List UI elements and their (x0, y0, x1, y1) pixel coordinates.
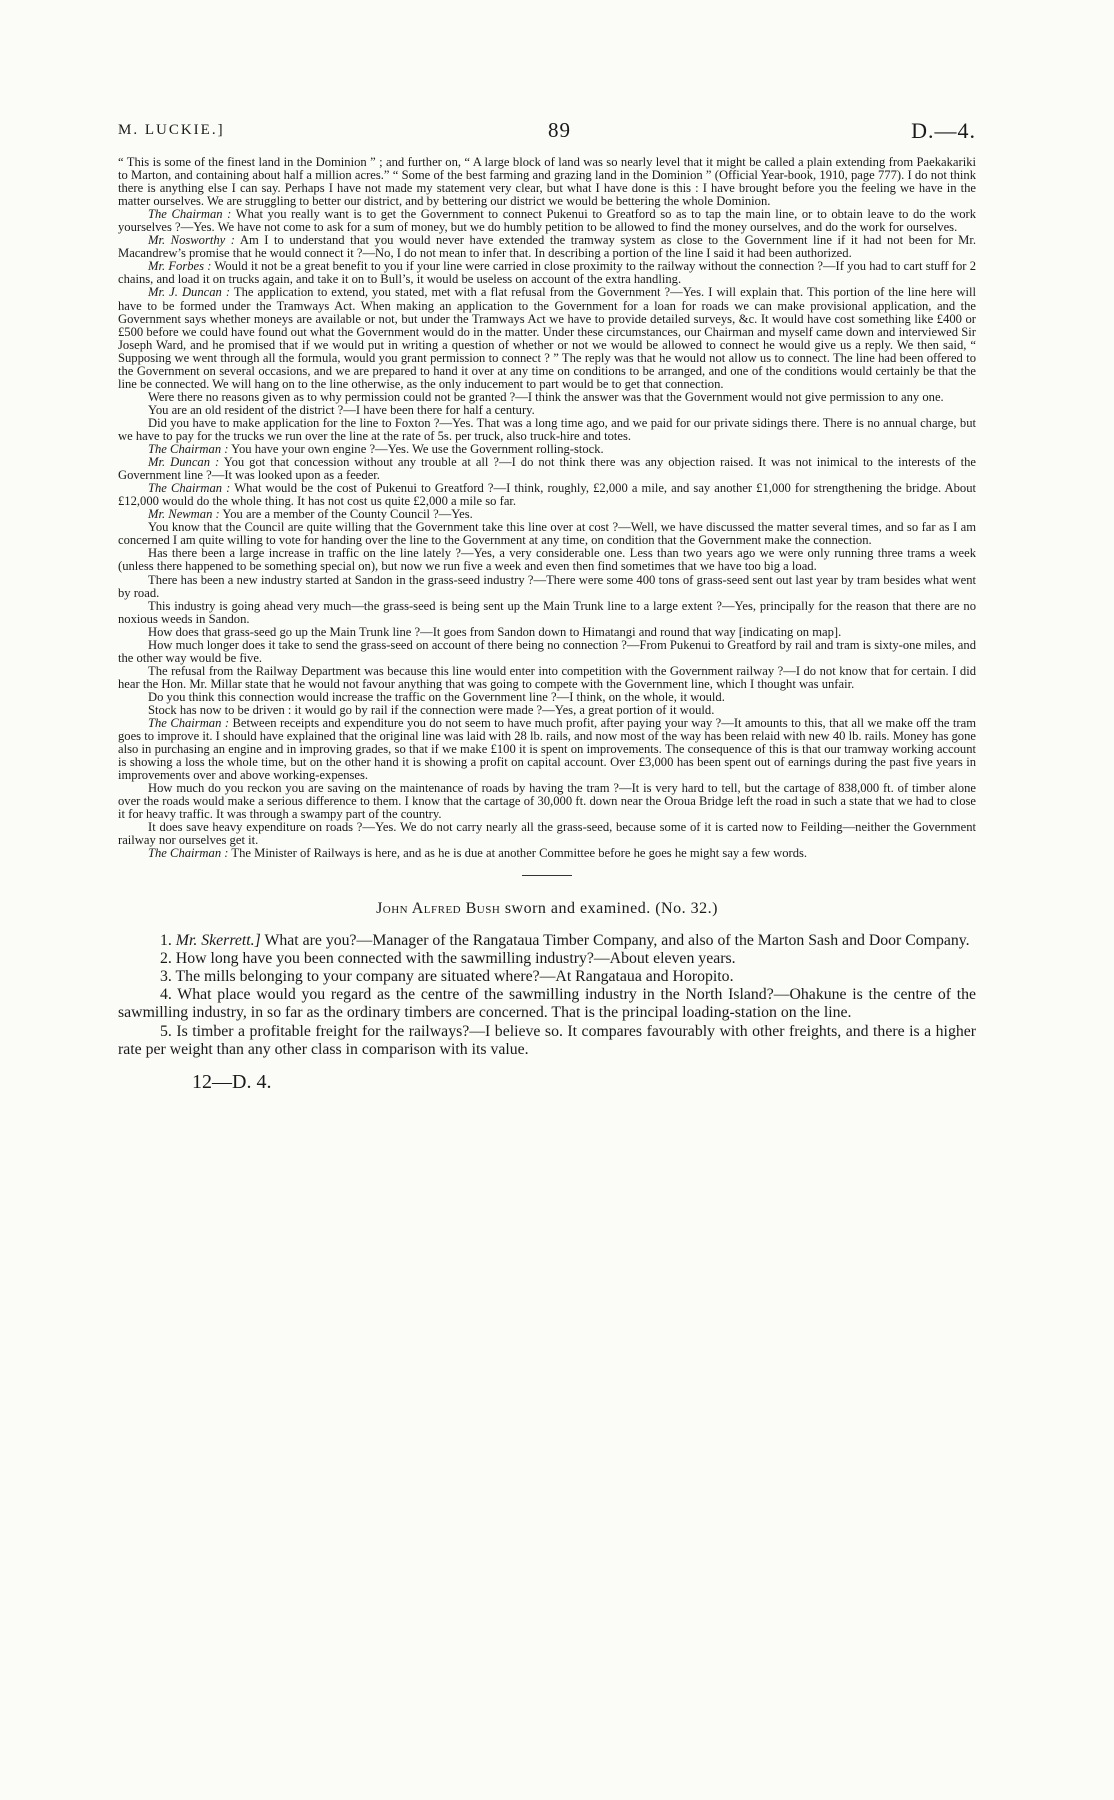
witness-name-header: M. LUCKIE.] (118, 122, 225, 138)
paragraph-text: What are you?—Manager of the Rangataua Timber Company, and also of the Marton Sash and Door Company. (260, 931, 970, 949)
question-paragraph (118, 968, 976, 986)
testimony-paragraph (118, 574, 976, 600)
paragraph-text: You have your own engine ?—Yes. We use the Government rolling-stock. (231, 442, 604, 457)
testimony-paragraph (118, 547, 976, 573)
printer-signature: 12—D. 4. (192, 1070, 272, 1093)
witness-name: John Alfred Bush (376, 899, 501, 917)
paragraph-text: Stock has now to be driven : it would go by rail if the connection were made ?—Yes, a great portion of it would. (148, 702, 715, 717)
question-paragraph (118, 932, 976, 950)
question-number: 2. (160, 949, 176, 967)
paragraph-text: How much longer does it take to send the grass-seed on account of there being no connection ?—From Pukenui to Greatford by rail and tram is sixty-one miles, and the other way would be five. (118, 637, 976, 665)
paragraph-text: The mills belonging to your company are situated where?—At Rangataua and Horopito. (175, 967, 734, 985)
paragraph-text: How does that grass-seed go up the Main Trunk line ?—It goes from Sandon down to Himatangi and round that way [indicating on map]. (148, 624, 842, 639)
paragraph-text: You got that concession without any trouble at all ?—I do not think there was any objection raised. It was not inimical to the interests of the Government line ?—It was looked upon as a feeder. (118, 455, 976, 483)
question-paragraph (118, 1023, 976, 1059)
section-divider (522, 875, 572, 876)
testimony-paragraph (118, 821, 976, 847)
testimony-paragraph (118, 521, 976, 547)
testimony-paragraph (118, 260, 976, 286)
speaker-name: Mr. Newman : (148, 507, 220, 522)
section-number: (No. 32.) (655, 899, 718, 917)
examination-text (118, 932, 976, 1059)
question-number: 4. (160, 986, 178, 1004)
paragraph-text: Has there been a large increase in traffic on the line lately ?—Yes, a very considerable one. Less than two years ago we were only running three trams a week (unless there happened to be something special on), but now we run five a week and even then find sometimes that we have too big a load. (118, 546, 976, 574)
testimony-paragraph (118, 286, 976, 390)
paragraph-text: Were there no reasons given as to why permission could not be granted ?—I think the answer was that the Government would not give permission to any one. (148, 389, 944, 404)
paragraph-text: This industry is going ahead very much—the grass-seed is being sent up the Main Trunk line to a large extent ?—Yes, principally for the reason that there are no noxious weeds in Sandon. (118, 598, 976, 626)
speaker-name: The Chairman : (148, 442, 229, 457)
paragraph-text: What place would you regard as the centre of the sawmilling industry in the North Island?—Ohakune is the centre of the sawmilling industry, in so far as the ordinary timbers are concerned. That is the principal loading-station on the line. (118, 986, 977, 1022)
speaker-name: The Chairman : (148, 846, 229, 861)
page-number: 89 (548, 118, 571, 142)
paragraph-text: The refusal from the Railway Department was because this line would enter into competition with the Government railway ?—I do not know that for certain. I did hear the Hon. Mr. Millar state that he would not favour anything that was going to compete with the Government line, which I thought was unfair. (118, 663, 976, 691)
speaker-name: The Chairman : (148, 481, 231, 496)
testimony-paragraph (118, 417, 976, 443)
paragraph-text: The Minister of Railways is here, and as he is due at another Committee before he goes he might say a few words. (231, 846, 808, 861)
testimony-paragraph (118, 208, 976, 234)
paragraph-text: What would be the cost of Pukenui to Greatford ?—I think, roughly, £2,000 a mile, and say another £1,000 for strengthening the bridge. About £12,000 would do the whole thing. It has not cost us quite £2,000 a mile so far. (118, 481, 976, 509)
paragraph-text: Do you think this connection would increase the traffic on the Government line ?—I think, on the whole, it would. (148, 689, 725, 704)
paragraph-text: Would it not be a great benefit to you if your line were carried in close proximity to the railway without the connection ?—If you had to cart stuff for 2 chains, and load it on trucks again, and take it on to Bull’s, it would be useless on account of the extra handling. (118, 259, 976, 287)
paragraph-text: Did you have to make application for the line to Foxton ?—Yes. That was a long time ago, and we paid for our private sidings there. There is no annual charge, but we have to pay for the trucks we run over the line at the rate of 5s. per truck, also truck-hire and totes. (118, 415, 976, 443)
testimony-paragraph (118, 847, 976, 860)
question-number: 3. (160, 967, 176, 985)
question-number: 1. (160, 931, 176, 949)
testimony-paragraph (118, 665, 976, 691)
section-heading-suffix: sworn and examined. (504, 899, 651, 917)
speaker-name: Mr. Forbes : (148, 259, 212, 274)
speaker-name: The Chairman : (148, 207, 232, 222)
paragraph-text: Between receipts and expenditure you do not seem to have much profit, after paying your way ?—It amounts to this, that all we make off the tram goes to improve it. I should have explained that the original line was laid with 28 lb. rails, and now most of the way has been relaid with new 40 lb. rails. Money has gone also in purchasing an engine and in improving grades, so that if we make £100 it is spent on improvements. The consequence of this is that our tramway working account is showing a loss the whole time, but on the other hand it is showing a profit on capital account. Over £3,000 has been spent out of earnings during the past five years in improvements over and above working-expenses. (118, 716, 976, 783)
paragraph-text: Is timber a profitable freight for the railways?—I believe so. It compares favourably with other freights, and there is a higher rate per weight than any other class in comparison with its value. (118, 1022, 977, 1058)
testimony-text (118, 156, 976, 861)
paragraph-text: What you really want is to get the Government to connect Pukenui to Greatford so as to tap the main line, or to obtain leave to do the work yourselves ?—Yes. We have not come to ask for a sum of money, but we do humbly petition to be allowed to find the money ourselves, and do the work for ourselves. (118, 207, 977, 235)
paragraph-text: You know that the Council are quite willing that the Government take this line over at cost ?—Well, we have discussed the matter several times, and so far as I am concerned I am quite willing to vote for handing over the line to the Government at any time, on condition that the Government make the connection. (118, 520, 976, 548)
document-reference: D.—4. (911, 118, 976, 143)
testimony-paragraph (118, 156, 976, 208)
paragraph-text: The application to extend, you stated, met with a flat refusal from the Government ?—Yes. I will explain that. This portion of the line here will have to be formed under the Tramways Act. When making an application to the Government for a loan for roads we can make provisional application, and the Government says whether moneys are available or not, but under the Tramways Act we have to provide detailed surveys, &c. It would have cost something like £400 or £500 before we could have found out what the Government would do in the matter. Under these circumstances, our Chairman and myself came down and interviewed Sir Joseph Ward, and he promised that if we would put in writing a question of whether or not we would be allowed to connect he would give us a reply. We then said, “ Supposing we went through all the formula, would you grant permission to connect ? ” The reply was that he would not allow us to connect. The line had been offered to the Government on several occasions, and we are prepared to hand it over at any time on conditions to be arranged, and one of the conditions would certainly be that the line be connected. We will hang on to the line otherwise, as the only inducement to part would be to get that connection. (118, 285, 976, 391)
testimony-paragraph (118, 717, 976, 782)
paragraph-text: “ This is some of the finest land in the Dominion ” ; and further on, “ A large block of land was so nearly level that it might be called a plain extending from Paekakariki to Marton, and containing about half a million acres.” “ Some of the best farming and grazing land in the Dominion ” (Official Year-book, 1910, page 777). I do not think there is anything else I can say. Perhaps I have not made my statement very clear, but what I have done is this : I have brought before you the feeling we have in the matter ourselves. We are struggling to better our district, and by bettering our district we would be bettering the whole Dominion. (118, 155, 976, 209)
speaker-name: Mr. J. Duncan : (148, 285, 231, 300)
speaker-name: The Chairman : (148, 716, 230, 731)
question-paragraph (118, 986, 976, 1022)
paragraph-text: How much do you reckon you are saving on the maintenance of roads by having the tram ?—It is very hard to tell, but the cartage of 838,000 ft. of timber alone over the roads would make a serious difference to them. I know that the cartage of 30,000 ft. down near the Oroua Bridge left the road in such a state that we had to close it for heavy traffic. It was through a swampy part of the country. (118, 781, 976, 822)
testimony-paragraph (118, 639, 976, 665)
speaker-name: Mr. Duncan : (148, 455, 220, 470)
question-number: 5. (160, 1022, 177, 1040)
section-heading (118, 900, 976, 918)
speaker-name: Mr. Nosworthy : (148, 233, 235, 248)
paragraph-text: It does save heavy expenditure on roads ?—Yes. We do not carry nearly all the grass-seed, because some of it is carted now to Feilding—neither the Government railway nor ourselves get it. (118, 820, 976, 848)
document-page (118, 118, 976, 1094)
question-paragraph (118, 950, 976, 968)
testimony-paragraph (118, 456, 976, 482)
testimony-paragraph (118, 482, 976, 508)
paragraph-text: How long have you been connected with the sawmilling industry?—About eleven years. (175, 949, 736, 967)
paragraph-text: You are a member of the County Council ?—Yes. (222, 507, 473, 522)
testimony-paragraph (118, 234, 976, 260)
paragraph-text: Am I to understand that you would never have extended the tramway system as close to the Government line if it had not been for Mr. Macandrew’s promise that he would connect it ?—No, I do not mean to infer that. In describing a portion of the line I said it had been authorized. (118, 233, 976, 261)
testimony-paragraph (118, 782, 976, 821)
testimony-paragraph (118, 600, 976, 626)
paragraph-text: You are an old resident of the district ?—I have been there for half a century. (148, 402, 535, 417)
page-header (118, 118, 976, 148)
speaker-name: Mr. Skerrett.] (175, 931, 261, 949)
paragraph-text: There has been a new industry started at Sandon in the grass-seed industry ?—There were some 400 tons of grass-seed sent out last year by tram besides what went by road. (118, 572, 976, 600)
